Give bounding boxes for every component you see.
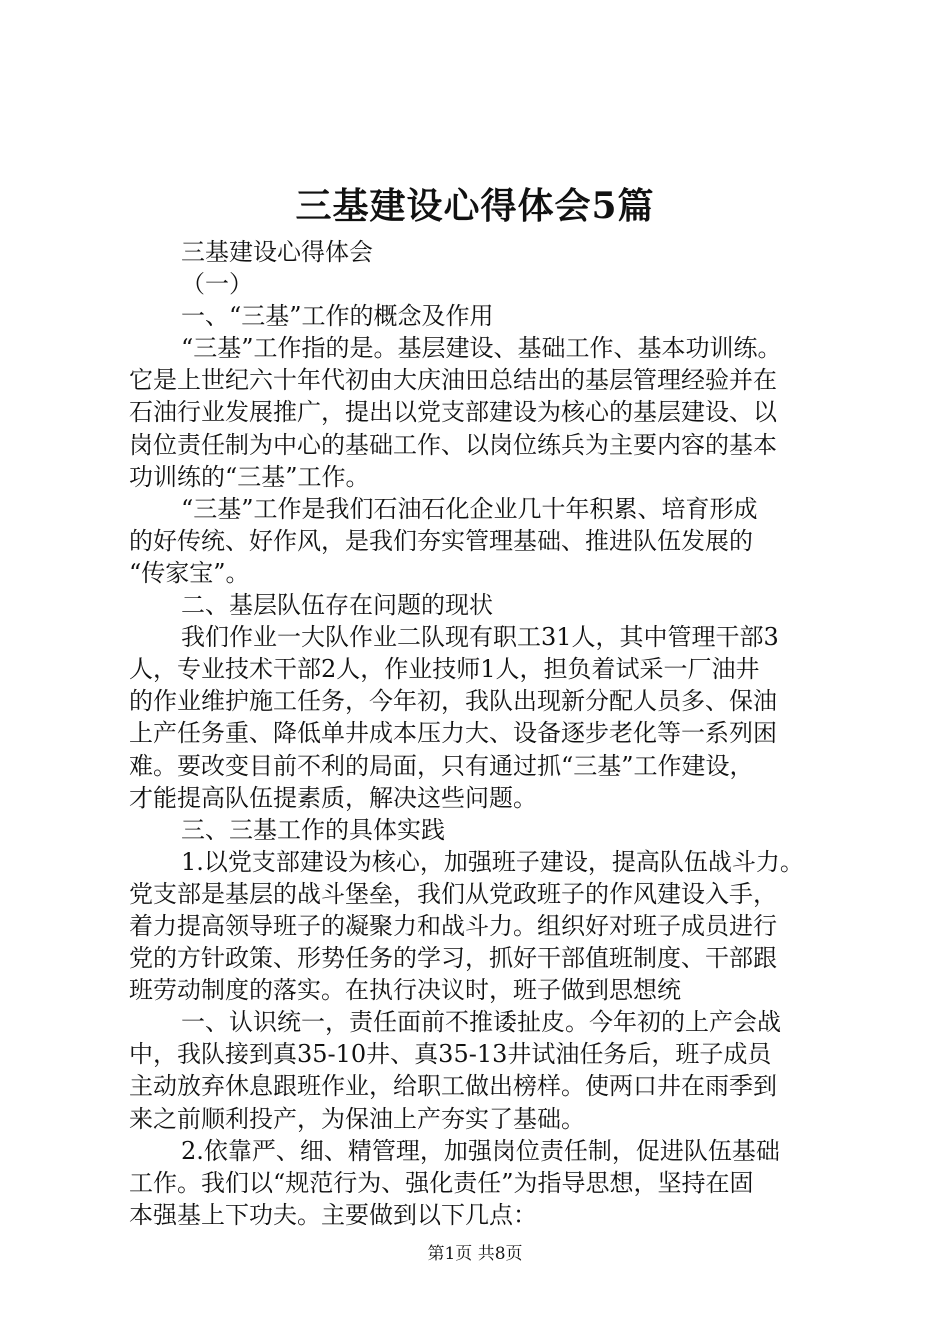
paragraph-line: “三基”工作指的是。基层建设、基础工作、基本功训练。 [181,334,782,363]
paragraph-line: 难。要改变目前不利的局面，只有通过抓“三基”工作建设， [129,751,754,780]
paragraph-line: 一、认识统一，责任面前不推诿扯皮。今年初的上产会战 [181,1008,781,1037]
section-heading: 三基建设心得体会 [181,238,373,266]
paragraph-line: 2.依靠严、细、精管理，加强岗位责任制，促进队伍基础 [181,1136,780,1165]
paragraph-line: 才能提高队伍提素质，解决这些问题。 [129,783,537,812]
page-footer: 第1页 共8页 [427,1244,523,1264]
paragraph-line: 的好传统、好作风，是我们夯实管理基础、推进队伍发展的 [129,526,753,555]
paragraph-line: “三基”工作是我们石油石化企业几十年积累、培育形成 [181,494,758,523]
paragraph-line: 1.以党支部建设为核心，加强班子建设，提高队伍战斗力。 [181,847,804,876]
paragraph-line: 着力提高领导班子的凝聚力和战斗力。组织好对班子成员进行 [129,911,777,940]
paragraph-line: 人，专业技术干部2人，作业技师1人，担负着试采一厂油井 [129,655,760,684]
paragraph-line: 石油行业发展推广，提出以党支部建设为核心的基层建设、以 [129,398,777,427]
paragraph-line: “传家宝”。 [129,558,250,587]
paragraph-line: 上产任务重、降低单井成本压力大、设备逐步老化等一系列困 [129,719,777,748]
subsection-heading: 三、三基工作的具体实践 [181,815,445,844]
paragraph-line: 我们作业一大队作业二队现有职工31人，其中管理干部3 [181,623,779,652]
paragraph-line: 中，我队接到真35-10井、真35-13井试油任务后，班子成员 [129,1040,772,1069]
document-body [129,236,841,1231]
paragraph-line: 主动放弃休息跟班作业，给职工做出榜样。使两口井在雨季到 [129,1072,777,1101]
paragraph-line: 党支部是基层的战斗堡垒，我们从党政班子的作风建设入手， [129,879,777,908]
paragraph-line: 的作业维护施工任务，今年初，我队出现新分配人员多、保油 [129,687,777,716]
paragraph-line: 功训练的“三基”工作。 [129,462,370,491]
paragraph-line: 它是上世纪六十年代初由大庆油田总结出的基层管理经验并在 [129,366,777,395]
paragraph-line: 工作。我们以“规范行为、强化责任”为指导思想，坚持在固 [129,1168,754,1197]
document-title: 三基建设心得体会5篇 [295,185,655,227]
paragraph-line: 岗位责任制为中心的基础工作、以岗位练兵为主要内容的基本 [129,430,777,459]
section-number: （一） [181,270,253,299]
paragraph-line: 来之前顺利投产，为保油上产夯实了基础。 [129,1104,585,1133]
paragraph-line: 党的方针政策、形势任务的学习，抓好干部值班制度、干部跟 [129,944,777,973]
paragraph-line: 本强基上下功夫。主要做到以下几点： [129,1200,537,1229]
subsection-heading: 一、“三基”工作的概念及作用 [181,302,494,331]
subsection-heading: 二、基层队伍存在问题的现状 [181,591,493,620]
paragraph-line: 班劳动制度的落实。在执行决议时，班子做到思想统 [129,976,681,1005]
